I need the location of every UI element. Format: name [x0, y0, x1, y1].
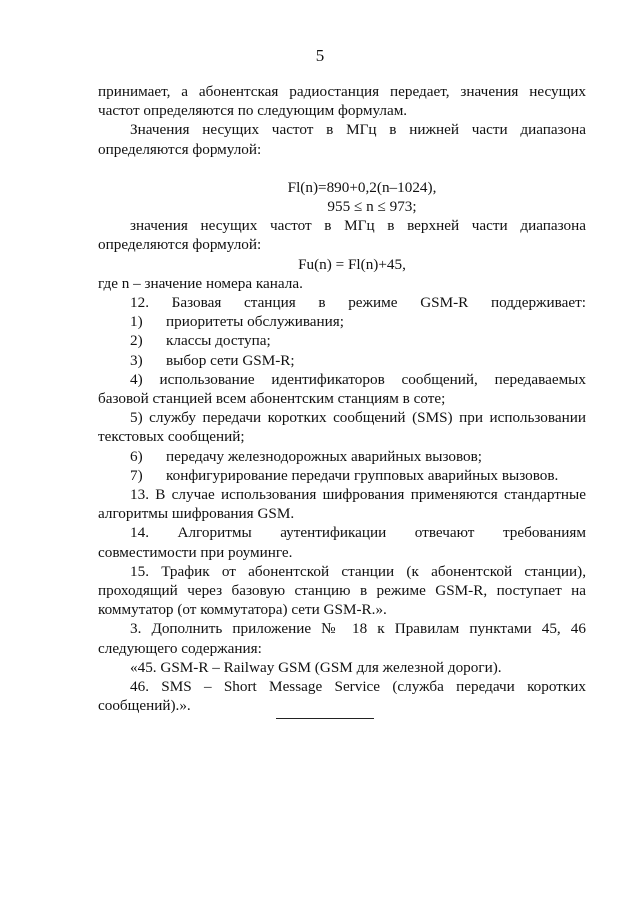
list-item — [98, 351, 586, 370]
paragraph-upper-band: значения несущих частот в МГц в верхней части диапазона определяются формулой: — [98, 217, 586, 254]
definition-46: 46. SMS – Short Message Service (служба передачи коротких сообщений).». — [98, 678, 586, 715]
paragraph-item-3: 3. Дополнить приложение № 18 к Правилам пунктами 45, 46 следующего содержания: — [98, 620, 586, 657]
definition-45: «45. GSM-R – Railway GSM (GSM для железной дороги). — [130, 658, 502, 676]
list-item — [98, 447, 586, 466]
paragraph-lower-band: Значения несущих частот в МГц в нижней части диапазона определяются формулой: — [98, 121, 586, 158]
formula-range: 955 ≤ n ≤ 973; — [327, 198, 417, 216]
list-item — [98, 331, 586, 350]
list-item-4: 4) использование идентификаторов сообщений, передаваемых базовой станцией всем абонентским станциям в соте; — [98, 370, 586, 408]
page-number: 5 — [315, 46, 325, 65]
paragraph-item-12: 12. Базовая станция в режиме GSM-R поддерживает: — [130, 294, 586, 312]
list-number: 7) — [130, 466, 143, 484]
list-text: выбор сети GSM-R; — [166, 351, 295, 369]
formula-upper: Fu(n) = Fl(n)+45, — [298, 255, 406, 273]
paragraph-channel-note: где n – значение номера канала. — [98, 274, 303, 292]
list-number: 6) — [130, 447, 143, 465]
list-item — [98, 466, 586, 485]
list-item — [98, 312, 586, 331]
list-text: приоритеты обслуживания; — [166, 313, 345, 331]
list-number: 1) — [130, 313, 143, 331]
list-number: 3) — [130, 351, 143, 369]
paragraph-item-13: 13. В случае использования шифрования применяются стандартные алгоритмы шифрования GSM. — [98, 486, 586, 523]
list-item-5: 5) службу передачи коротких сообщений (SMS) при использовании текстовых сообщений; — [98, 409, 586, 446]
list-number: 2) — [130, 332, 143, 350]
paragraph-continuation: принимает, а абонентская радиостанция передает, значения несущих частот определяются по следующим формулам. — [98, 83, 586, 120]
document-body — [98, 82, 586, 716]
list-text: конфигурирование передачи групповых аварийных вызовов. — [166, 466, 559, 484]
closing-rule — [276, 718, 374, 719]
formula-lower: Fl(n)=890+0,2(n–1024), — [287, 178, 437, 196]
paragraph-item-15: 15. Трафик от абонентской станции (к абонентской станции), проходящий через базовую станцию в режиме GSM-R, поступает на коммутатор (от коммутатора) сети GSM-R.». — [98, 562, 586, 619]
list-text: классы доступа; — [166, 332, 271, 350]
paragraph-item-14: 14. Алгоритмы аутентификации отвечают требованиям совместимости при роуминге. — [98, 524, 586, 561]
list-text: передачу железнодорожных аварийных вызовов; — [166, 447, 483, 465]
